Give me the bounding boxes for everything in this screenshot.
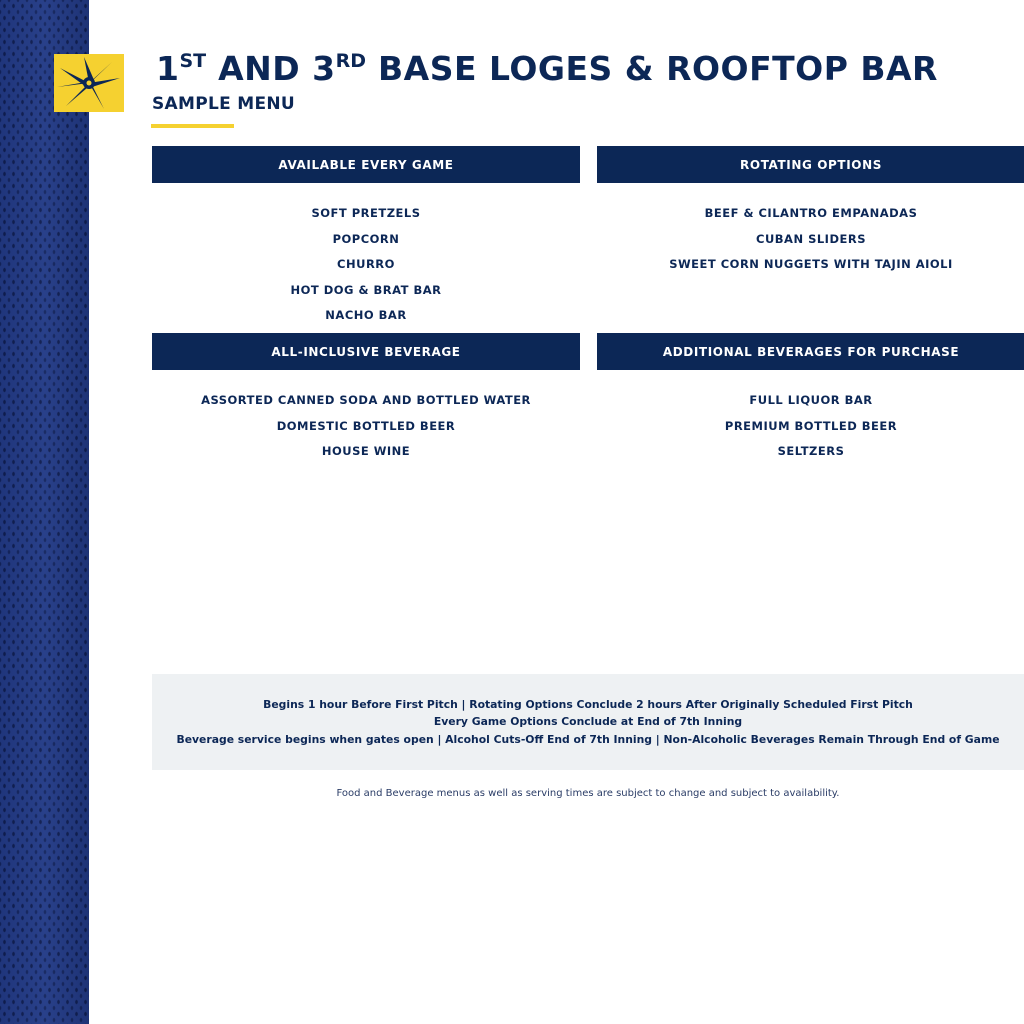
section-additional-beverages: [597, 333, 1024, 465]
menu-list: [597, 370, 1024, 465]
menu-item: PREMIUM BOTTLED BEER: [724, 418, 898, 433]
accent-divider: [151, 124, 234, 128]
menu-item: SOFT PRETZELS: [311, 206, 421, 220]
menu-list: [597, 183, 1024, 278]
menu-item: NACHO BAR: [325, 308, 407, 322]
info-line: Beverage service begins when gates open | Alcohol Cuts-Off End of 7th Inning | Non-Alcoholic Beverages Remain Through End of Game: [176, 732, 1000, 746]
menu-list: [152, 183, 580, 329]
menu-item: SELTZERS: [777, 444, 845, 458]
menu-item: ASSORTED CANNED SODA AND BOTTLED WATER: [201, 393, 531, 407]
section-header: ADDITIONAL BEVERAGES FOR PURCHASE: [597, 333, 1024, 370]
page-subtitle: SAMPLE MENU: [152, 94, 296, 114]
menu-item: CUBAN SLIDERS: [756, 231, 866, 246]
page-title: 1ST AND 3RD BASE LOGES & ROOFTOP BAR: [156, 49, 938, 88]
section-rotating-options: [597, 146, 1024, 278]
menu-item: FULL LIQUOR BAR: [749, 393, 873, 407]
section-header: ALL-INCLUSIVE BEVERAGE: [152, 333, 580, 370]
info-line: Begins 1 hour Before First Pitch | Rotating Options Conclude 2 hours After Originally Scheduled First Pitch: [263, 697, 913, 711]
menu-item: SWEET CORN NUGGETS WITH TAJIN AIOLI: [669, 257, 953, 271]
disclaimer-text: Food and Beverage menus as well as serving times are subject to change and subject to availability.: [336, 788, 840, 799]
section-header: ROTATING OPTIONS: [597, 146, 1024, 183]
menu-item: HOT DOG & BRAT BAR: [290, 282, 442, 297]
menu-item: HOUSE WINE: [321, 444, 411, 458]
menu-list: [152, 370, 580, 465]
menu-item: CHURRO: [337, 257, 395, 271]
menu-item: DOMESTIC BOTTLED BEER: [276, 418, 456, 433]
service-times-info-box: [152, 674, 1024, 770]
jersey-texture-sidebar: [0, 0, 89, 1024]
info-line: Every Game Options Conclude at End of 7th Inning: [433, 715, 743, 729]
rays-sunburst-logo-icon: [54, 54, 124, 112]
menu-item: POPCORN: [332, 231, 400, 246]
section-all-inclusive-beverage: [152, 333, 580, 465]
menu-item: BEEF & CILANTRO EMPANADAS: [704, 206, 918, 220]
section-header: AVAILABLE EVERY GAME: [152, 146, 580, 183]
section-available-every-game: [152, 146, 580, 329]
